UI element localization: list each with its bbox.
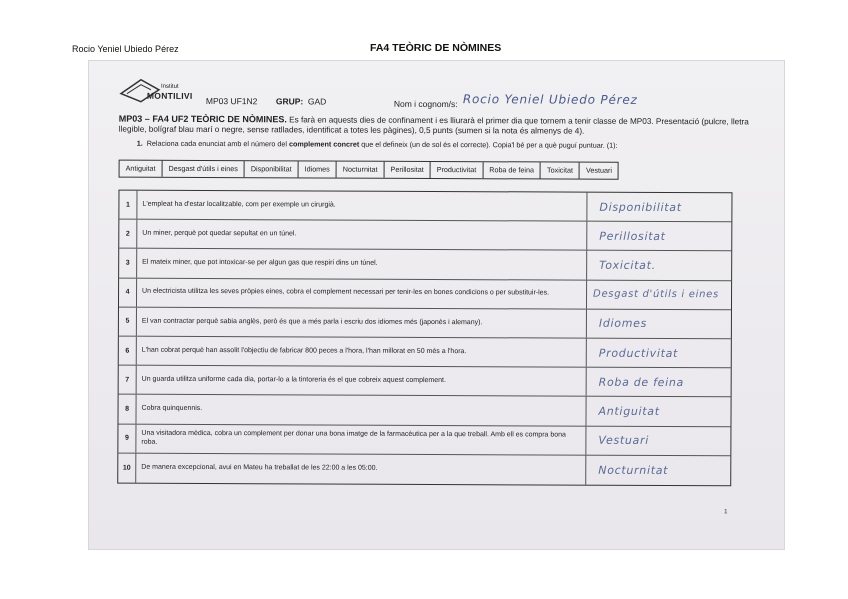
row-answer: Roba de feina [598,375,685,389]
page-number: 1 [724,509,728,516]
answers-table [117,190,732,487]
row-answer: Desgast d'útils i eines [593,288,719,301]
exercise-heading [119,114,759,138]
row-statement: Un electricista utilitza les seves pròpies eines, cobra el complement necessari per tenir-les en bones condicions o per substituir-les. [137,278,587,308]
row-number: 2 [119,220,137,248]
row-number: 9 [118,424,136,452]
row-statement: El mateix miner, que pot intoxicar-se per algun gas que respiri dins un túnel. [137,249,587,279]
term-item: Disponibilitat [245,161,299,177]
row-answer: Disponibilitat [599,200,682,214]
row-statement: Un guarda utilitza uniforme cada dia, portar-lo a la tintoreria és el que cobreix aquest complement. [137,366,587,396]
exercise-heading-bold: MP03 – FA4 UF2 TEÒRIC DE NÒMINES. [118,113,287,125]
table-row [118,395,730,427]
term-item: Productivitat [431,162,484,178]
logo-name-text: MONTILIVI [146,90,193,101]
worksheet-page [88,60,785,550]
row-answer: Antiguitat [598,404,660,418]
row-statement: Un miner, perquè pot quedar sepultat en un túnel. [137,220,587,250]
term-item: Roba de feina [483,162,541,178]
row-statement: De manera excepcional, avui en Mateu ha treballat de les 22:00 a les 05:00. [136,453,586,484]
row-statement: Cobra quinquennis. [136,395,586,425]
question-text-b: que el defineix (un de sol és el correcte). Copia'l bé per a què puguí puntuar. (1): [359,139,618,150]
row-number: 5 [119,307,137,335]
table-row [119,220,731,252]
table-row [119,249,731,281]
row-number: 10 [118,453,136,482]
row-number: 8 [118,395,136,423]
question-text-a: Relaciona cada enunciat amb el número del [146,138,289,149]
terms-list [119,160,619,180]
row-number: 7 [119,366,137,394]
name-label: Nom i cognom/s: [393,98,458,110]
table-row [118,424,730,456]
row-answer: Idiomes [598,317,648,331]
term-item: Perillositat [385,162,431,178]
term-item: Idiomes [299,161,337,177]
table-row [119,366,731,398]
question-prompt [137,139,757,151]
term-item: Vestuari [585,165,612,175]
term-item: Toxicitat [541,162,580,178]
row-number: 6 [119,337,137,365]
author-name: Rocio Yeniel Ubiedo Pérez [72,44,179,54]
course-code: MP03 UF1N2 [205,95,258,107]
table-row [118,453,730,485]
question-text-bold: complement concret [288,139,360,149]
table-row [119,191,731,223]
grup-value: GAD [307,96,327,107]
row-answer: Toxicitat. [599,258,656,272]
row-answer: Productivitat [598,346,679,360]
row-statement: L'empleat ha d'estar localitzable, com per exemple un cirurgià. [137,191,587,221]
exercise-heading-text: Es farà en aquests dies de confinament i es lliurarà el primer dia que tornem a tenir classe de MP03. Presentació (pulcre, lletra llegible, bolígraf blau marí o negre, sense ratllades, identificat a totes les pàgines), 0,5 punts (sumen si la nota és almenys de 4). [118,115,749,136]
term-item: Nocturnitat [337,162,385,178]
handwritten-name: Rocio Yeniel Ubiedo Pérez [462,92,638,107]
logo-institut-text: Institut [160,83,179,90]
term-item: Desgast d'útils i eines [163,161,245,177]
document-title: FA4 TEÒRIC DE NÒMINES [370,42,502,54]
row-statement: L'han cobrat perquè han assolit l'objectiu de fabricar 800 peces a l'hora, l'han millorat en 50 més a l'hora. [137,337,587,367]
row-number: 3 [119,249,137,277]
row-answer: Nocturnitat [598,463,669,477]
row-statement: El van contractar perquè sabia anglès, però és que a més parla i escriu dos idiomes més (japonès i alemany). [137,307,587,337]
row-statement: Una visitadora mèdica, cobra un complement per donar una bona imatge de la farmacèutica per a la que treball. Amb ell es compra bona roba. [136,424,586,454]
term-item: Antiguitat [120,161,163,177]
table-row [119,337,731,369]
row-number: 4 [119,278,137,306]
row-answer: Perillositat [599,229,666,243]
scanned-worksheet [88,60,785,550]
row-answer: Vestuari [598,433,650,448]
question-number: 1. [136,138,143,148]
grup-label: GRUP: [275,96,304,107]
row-number: 1 [119,191,137,219]
table-row [119,278,731,310]
table-row [119,307,731,339]
